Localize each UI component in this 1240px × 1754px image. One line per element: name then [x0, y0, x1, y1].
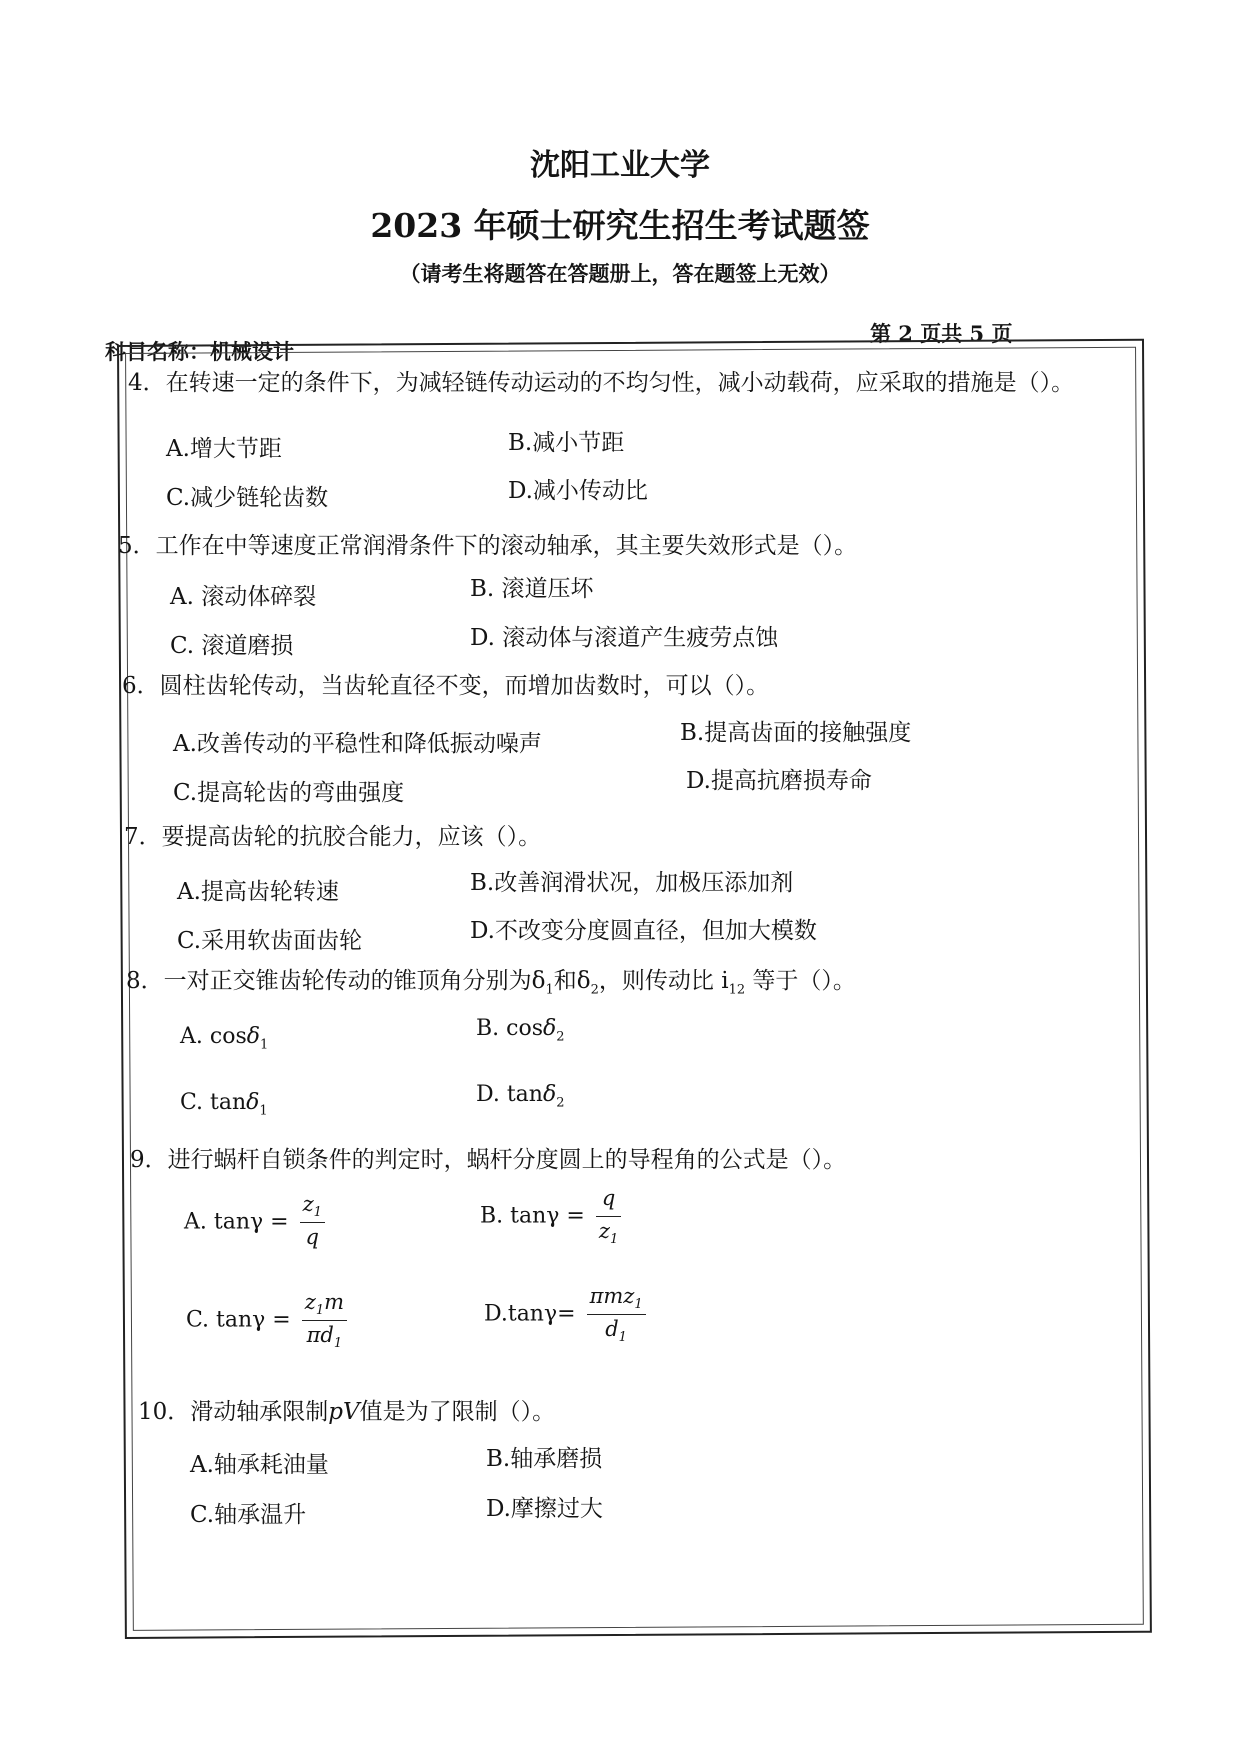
question-10-option-c: C.轴承温升: [190, 1502, 307, 1528]
question-5-option-d: D. 滚动体与滚道产生疲劳点蚀: [470, 625, 779, 651]
question-6-option-c: C.提高轮齿的弯曲强度: [173, 780, 405, 806]
question-6-option-d: D.提高抗磨损寿命: [686, 768, 872, 794]
question-7-stem: 7．要提高齿轮的抗胶合能力，应该（）。: [124, 824, 542, 850]
question-4-option-d: D.减小传动比: [508, 478, 648, 504]
fraction: $\frac{z_1}{q}$: [300, 1192, 325, 1253]
university-name: 沈阳工业大学: [530, 148, 710, 183]
page-info: 第 2 页共 5 页: [870, 321, 1013, 346]
exam-note: （请考生将题答在答题册上，答在题签上无效）: [399, 261, 841, 286]
question-8-stem: 8．一对正交锥齿轮传动的锥顶角分别为$\delta_1$和$\delta_2$，则传动比 $i_{12}$ 等于（）。: [126, 968, 856, 998]
question-7-option-a: A.提高齿轮转速: [177, 879, 339, 905]
question-9-stem: 9．进行蜗杆自锁条件的判定时，蜗杆分度圆上的导程角的公式是（）。: [130, 1147, 847, 1173]
question-8-option-d: D. tanδ$_2$: [476, 1082, 565, 1111]
question-8-option-b: B. cosδ$_2$: [476, 1016, 565, 1045]
fraction: $\frac{q}{z_1}$: [596, 1186, 621, 1247]
fraction: $\frac{\pi mz_1}{d_1}$: [587, 1284, 646, 1345]
question-4-option-a: A.增大节距: [166, 436, 282, 462]
question-10-option-a: A.轴承耗油量: [190, 1452, 329, 1478]
question-4-option-c: C.减少链轮齿数: [166, 485, 329, 511]
exam-title: 2023 年硕士研究生招生考试题签: [370, 206, 870, 245]
question-8-option-c: C. tanδ$_1$: [180, 1090, 268, 1119]
question-8-option-a: A. cosδ$_1$: [180, 1024, 269, 1053]
question-5-stem: 5．工作在中等速度正常润滑条件下的滚动轴承，其主要失效形式是（）。: [118, 533, 858, 559]
fraction: $\frac{z_1m}{\pi d_1}$: [302, 1290, 347, 1351]
question-7-option-b: B.改善润滑状况，加极压添加剂: [470, 870, 794, 896]
question-5-option-c: C. 滚道磨损: [170, 633, 294, 659]
question-9-option-a: A. tanγ = $\frac{z_1}{q}$: [184, 1192, 325, 1253]
question-10-option-d: D.摩擦过大: [486, 1496, 603, 1522]
question-6-option-a: A.改善传动的平稳性和降低振动噪声: [173, 731, 542, 757]
question-5-option-b: B. 滚道压坏: [470, 576, 594, 602]
question-9-option-d: D.tanγ= $\frac{\pi mz_1}{d_1}$: [484, 1284, 646, 1345]
question-6-stem: 6．圆柱齿轮传动，当齿轮直径不变，而增加齿数时，可以（）。: [122, 673, 770, 699]
question-7-option-d: D.不改变分度圆直径，但加大模数: [470, 918, 817, 944]
question-9-option-c: C. tanγ = $\frac{z_1m}{\pi d_1}$: [186, 1290, 347, 1351]
subject-name: 科目名称：机械设计: [105, 339, 294, 364]
question-4-option-b: B.减小节距: [508, 430, 625, 456]
question-7-option-c: C.采用软齿面齿轮: [177, 928, 363, 954]
question-10-stem: 10．滑动轴承限制pV值是为了限制（）。: [138, 1399, 556, 1425]
question-9-option-b: B. tanγ = $\frac{q}{z_1}$: [480, 1186, 621, 1247]
question-4-stem: 4．在转速一定的条件下，为减轻链传动运动的不均匀性，减小动载荷，应采取的措施是（）。: [128, 370, 1075, 396]
question-10-option-b: B.轴承磨损: [486, 1446, 603, 1472]
question-5-option-a: A. 滚动体碎裂: [170, 584, 317, 610]
question-6-option-b: B.提高齿面的接触强度: [680, 720, 912, 746]
